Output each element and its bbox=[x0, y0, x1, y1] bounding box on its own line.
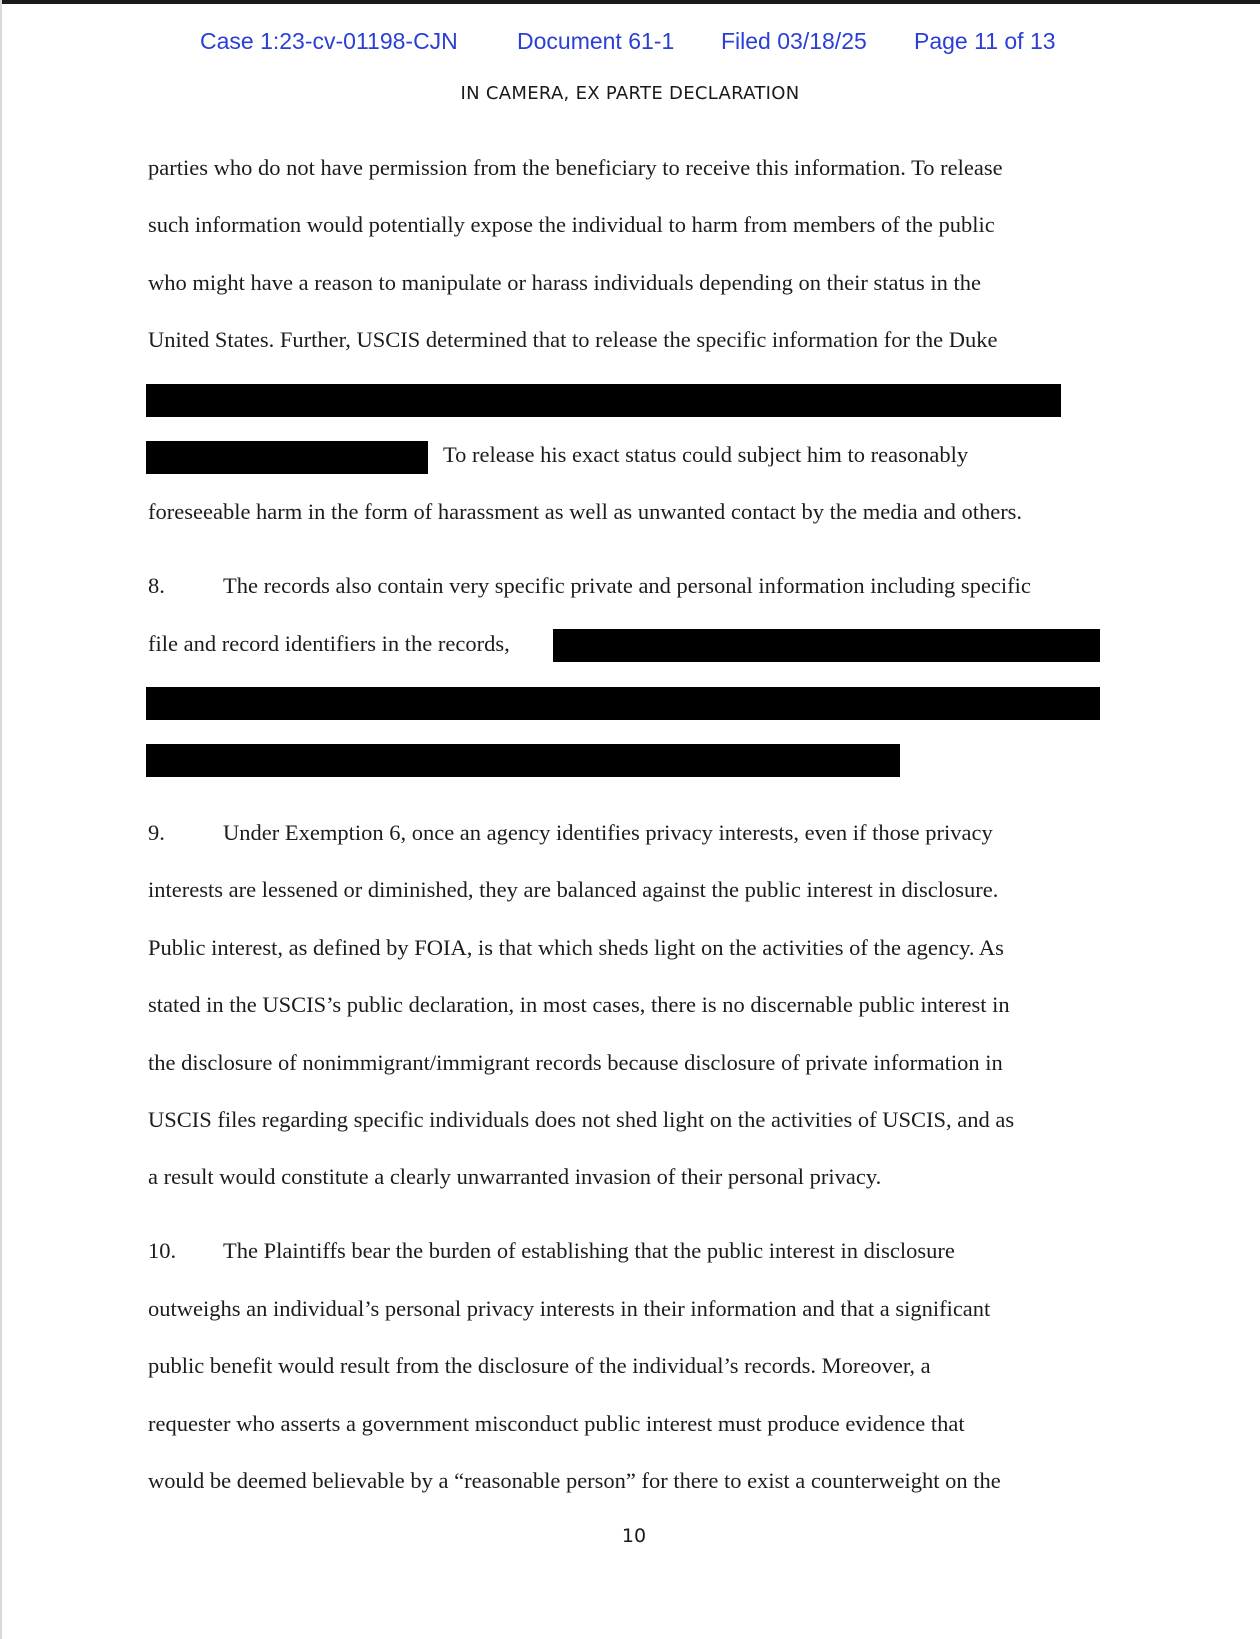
redaction-bar bbox=[146, 687, 1100, 720]
body-line: USCIS files regarding specific individuals does not shed light on the activities of USCIS, and as bbox=[148, 1107, 1015, 1132]
paragraph-text: The Plaintiffs bear the burden of establishing that the public interest in disclosure bbox=[223, 1238, 955, 1263]
body-line: the disclosure of nonimmigrant/immigrant records because disclosure of private information in bbox=[148, 1050, 1003, 1075]
filed-date: Filed 03/18/25 bbox=[721, 28, 867, 54]
case-number: Case 1:23-cv-01198-CJN bbox=[200, 28, 458, 54]
body-line: would be deemed believable by a “reasonable person” for there to exist a counterweight on the bbox=[148, 1468, 1001, 1493]
body-line: To release his exact status could subject him to reasonably bbox=[443, 442, 969, 467]
body-line: outweighs an individual’s personal privacy interests in their information and that a significant bbox=[148, 1296, 991, 1321]
redaction-bar bbox=[146, 744, 900, 777]
page-number: 10 bbox=[621, 1525, 647, 1547]
page-left-edge bbox=[0, 0, 2, 1639]
body-line: who might have a reason to manipulate or harass individuals depending on their status in the bbox=[148, 270, 981, 295]
body-line: Public interest, as defined by FOIA, is that which sheds light on the activities of the agency. As bbox=[148, 935, 1004, 960]
body-line: United States. Further, USCIS determined that to release the specific information for the Duke bbox=[148, 327, 998, 352]
body-line: stated in the USCIS’s public declaration, in most cases, there is no discernable public interest in bbox=[148, 992, 1010, 1017]
running-head: IN CAMERA, EX PARTE DECLARATION bbox=[460, 83, 800, 104]
body-line: public benefit would result from the disclosure of the individual’s records. Moreover, a bbox=[148, 1353, 931, 1378]
body-line: requester who asserts a government misconduct public interest must produce evidence that bbox=[148, 1411, 965, 1436]
body-line: foreseeable harm in the form of harassment as well as unwanted contact by the media and others. bbox=[148, 499, 1023, 524]
redaction-bar bbox=[146, 384, 1061, 417]
paragraph-number: 9. bbox=[148, 820, 165, 845]
paragraph-text: Under Exemption 6, once an agency identifies privacy interests, even if those privacy bbox=[223, 820, 993, 845]
redaction-bar bbox=[146, 441, 428, 474]
body-line: file and record identifiers in the records, bbox=[148, 631, 510, 656]
paragraph-8-line bbox=[148, 573, 1031, 599]
paragraph-number: 8. bbox=[148, 573, 165, 598]
document-number: Document 61-1 bbox=[517, 28, 675, 54]
paragraph-9-line bbox=[148, 820, 993, 846]
page-count: Page 11 of 13 bbox=[914, 28, 1056, 54]
body-line: interests are lessened or diminished, they are balanced against the public interest in disclosure. bbox=[148, 877, 999, 902]
redaction-bar bbox=[553, 629, 1100, 662]
top-border bbox=[0, 0, 1260, 4]
body-line: a result would constitute a clearly unwarranted invasion of their personal privacy. bbox=[148, 1164, 882, 1189]
paragraph-number: 10. bbox=[148, 1238, 177, 1263]
paragraph-10-line bbox=[148, 1238, 955, 1264]
body-line: such information would potentially expose the individual to harm from members of the public bbox=[148, 212, 995, 237]
body-line: parties who do not have permission from the beneficiary to receive this information. To release bbox=[148, 155, 1003, 180]
paragraph-text: The records also contain very specific private and personal information including specific bbox=[223, 573, 1031, 598]
